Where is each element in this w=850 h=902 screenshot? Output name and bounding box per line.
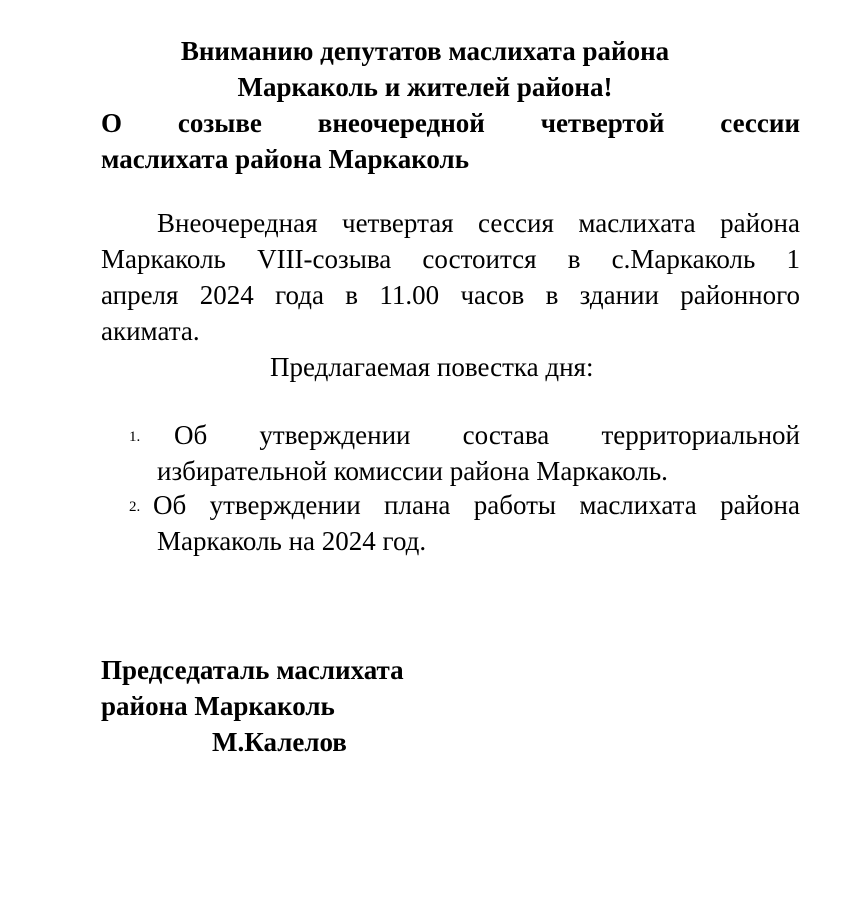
signature-name: М.Калелов xyxy=(212,727,347,757)
title-line-2: Маркаколь и жителей района! xyxy=(237,72,613,102)
title-line-1: Вниманию депутатов маслихата района xyxy=(180,36,670,66)
agenda-item-line-2: избирательной комиссии района Маркаколь. xyxy=(157,456,668,486)
agenda-item-line-1: Об утверждении плана работы маслихата района xyxy=(153,490,800,520)
body-line-2: Маркаколь VIII-созыва состоится в с.Маркаколь 1 xyxy=(101,244,800,274)
agenda-item-line-2: Маркаколь на 2024 год. xyxy=(157,526,427,556)
signature-position-line-2: района Маркаколь xyxy=(101,691,335,721)
body-line-3: апреля 2024 года в 11.00 часов в здании районного xyxy=(101,280,800,310)
agenda-item-number: 2. xyxy=(129,499,141,515)
agenda-heading: Предлагаемая повестка дня: xyxy=(270,352,594,382)
body-line-1: Внеочередная четвертая сессия маслихата района xyxy=(157,208,800,238)
signature-position-line-1: Председаталь маслихата xyxy=(101,655,404,685)
body-line-4: акимата. xyxy=(101,316,200,346)
subject-line-1: О созыве внеочередной четвертой сессии xyxy=(101,108,800,138)
subject-line-2: маслихата района Маркаколь xyxy=(101,144,469,174)
agenda-item-line-1: Об утверждении состава территориальной xyxy=(174,420,800,450)
agenda-item-number: 1. xyxy=(129,429,141,445)
